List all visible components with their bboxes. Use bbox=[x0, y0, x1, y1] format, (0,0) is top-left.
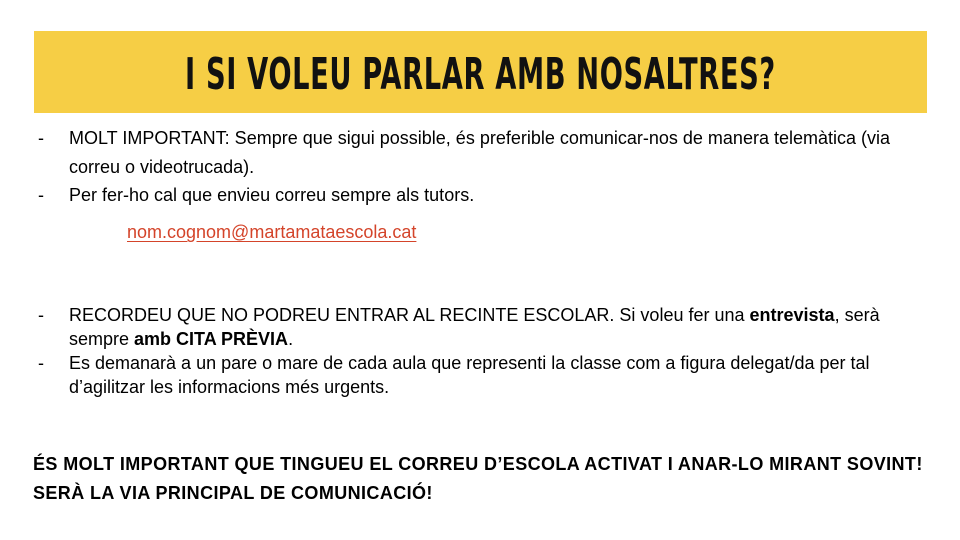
contact-instructions-list bbox=[0, 124, 900, 210]
text-segment: . bbox=[288, 329, 294, 349]
bullet-dash: - bbox=[38, 305, 44, 325]
email-link[interactable]: nom.cognom@martamataescola.cat bbox=[127, 222, 417, 242]
bold-text-interview: entrevista bbox=[749, 305, 835, 325]
list-item-text: Es demanarà a un pare o mare de cada aula que representi la classe com a figura delegat/da per tal d’agilitzar les informacions més urgents. bbox=[69, 353, 870, 397]
list-item bbox=[0, 303, 900, 351]
text-segment: RECORDEU QUE NO PODREU ENTRAR AL RECINTE ESCOLAR. Si voleu fer una bbox=[69, 305, 750, 325]
list-item bbox=[0, 351, 900, 399]
text-segment: , serà sempre bbox=[69, 305, 880, 349]
list-item-text: Per fer-ho cal que envieu correu sempre als tutors. bbox=[69, 185, 475, 205]
list-item bbox=[0, 124, 900, 181]
bullet-dash: - bbox=[38, 185, 44, 205]
bullet-dash: - bbox=[38, 128, 44, 148]
bullet-dash: - bbox=[38, 353, 44, 373]
list-item bbox=[0, 181, 900, 210]
school-rules-list bbox=[0, 303, 900, 399]
list-item-text bbox=[69, 305, 880, 349]
bold-text-appointment: amb CITA PRÈVIA bbox=[134, 329, 289, 349]
closing-notice: ÉS MOLT IMPORTANT QUE TINGUEU EL CORREU D’ESCOLA ACTIVAT I ANAR-LO MIRANT SOVINT! SERÀ LA VIA PRINCIPAL DE COMUNICACIÓ! bbox=[33, 454, 923, 503]
slide-title: I SI VOLEU PARLAR AMB NOSALTRES? bbox=[185, 48, 776, 100]
title-banner bbox=[34, 31, 927, 113]
list-item-text: MOLT IMPORTANT: Sempre que sigui possible, és preferible comunicar-nos de manera telemàtica (via correu o videotrucada). bbox=[69, 128, 891, 177]
